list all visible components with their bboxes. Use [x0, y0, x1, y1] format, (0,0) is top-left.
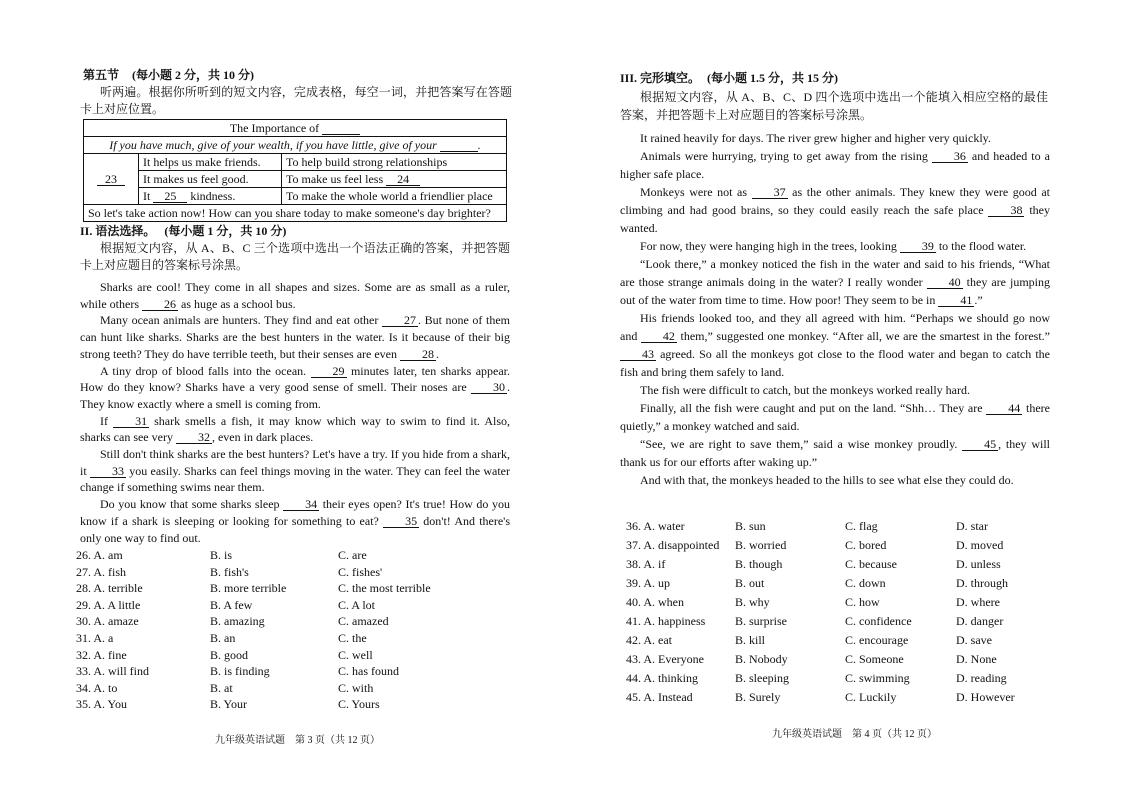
passage-text: Monkeys were not as — [640, 185, 752, 199]
option-choice[interactable]: D. where — [956, 595, 1000, 609]
option-row — [620, 652, 1050, 668]
section5-instruction: 听两遍。根据你所听到的短文内容，完成表格，每空一词，并把答案写在答题卡上对应位置。 — [80, 85, 512, 116]
passage-text: them,” suggested one monkey. “After all, we are the smartest in the forest.” — [676, 329, 1050, 343]
blank-41[interactable]: 41 — [938, 294, 974, 307]
option-choice[interactable]: 33. A. will find — [76, 664, 150, 679]
passage-text: A tiny drop of blood falls into the ocean. — [100, 363, 311, 378]
option-choice[interactable]: 36. A. water — [626, 519, 685, 533]
left-page — [76, 0, 512, 793]
importance-table — [83, 119, 507, 222]
passage-paragraph — [620, 255, 1050, 309]
passage-text: minutes later, ten sharks appear. How do they know? Sharks have a very good sense of smell. Their noses are — [80, 363, 511, 395]
passage-text: . They know exactly where a smell is coming from. — [80, 380, 510, 411]
passage-text: there quietly,” a monkey watched and said. — [620, 401, 1050, 433]
option-row — [76, 647, 510, 664]
table-row3-left — [139, 188, 282, 205]
blank-26[interactable]: 26 — [142, 298, 178, 311]
blank-39[interactable]: 39 — [900, 240, 936, 253]
option-choice[interactable]: C. down — [845, 576, 886, 590]
blank-32[interactable]: 32 — [176, 431, 212, 444]
option-choice[interactable]: B. is finding — [210, 664, 270, 679]
blank-34[interactable]: 34 — [283, 498, 319, 511]
blank-28[interactable]: 28 — [400, 348, 436, 361]
passage-paragraph — [620, 399, 1050, 435]
passage-text: , they will thank us for our efforts after waking up.” — [620, 437, 1051, 469]
option-choice[interactable]: D. reading — [956, 671, 1007, 685]
passage-text: Still don't think sharks are the best hunters? Let's have a try. If you hide from a shark, it — [80, 447, 510, 478]
section3-instruction: 根据短文内容，从 A、B、C、D 四个选项中选出一个能填入相应空格的最佳答案，并把答题卡上对应题目的答案标号涂黑。 — [620, 90, 1048, 122]
passage-text: their eyes open? It's true! How do you know if a shark is sleeping or looking for something to eat? — [80, 497, 510, 528]
option-choice[interactable]: 29. A. A little — [76, 597, 141, 612]
section5-points: (每小题 2 分，共 10 分) — [132, 68, 255, 82]
section5-header — [83, 66, 254, 83]
passage-paragraph — [80, 312, 510, 362]
option-choice[interactable]: C. encourage — [845, 633, 909, 647]
passage-text: they wanted. — [620, 203, 1050, 235]
option-choice[interactable]: C. the — [338, 631, 367, 645]
option-choice[interactable]: B. though — [735, 557, 783, 571]
option-choice[interactable]: D. save — [956, 633, 992, 647]
option-choice[interactable]: B. out — [735, 576, 765, 590]
option-choice[interactable]: 34. A. to — [76, 680, 118, 695]
option-choice[interactable]: 40. A. when — [626, 595, 684, 609]
option-choice[interactable]: B. surprise — [735, 614, 787, 628]
table-subtitle: If you have much, give of your wealth, if you have little, give of your — [109, 138, 437, 152]
blank-31[interactable]: 31 — [113, 415, 149, 428]
blank-24[interactable]: 24 — [386, 173, 420, 186]
option-choice[interactable]: B. amazing — [210, 614, 265, 629]
option-choice[interactable]: D. unless — [956, 557, 1001, 571]
table-side-number[interactable]: 23 — [97, 173, 125, 186]
option-row — [620, 595, 1050, 611]
blank-35[interactable]: 35 — [383, 515, 419, 528]
option-choice[interactable]: C. flag — [845, 519, 878, 533]
option-choice[interactable]: B. Your — [210, 697, 248, 712]
option-choice[interactable]: 32. A. fine — [76, 647, 127, 662]
section2-points: (每小题 1 分，共 10 分) — [164, 224, 287, 238]
option-choice[interactable]: B. at — [210, 680, 233, 695]
left-footer: 九年级英语试题 第 3 页（共 12 页） — [215, 735, 380, 746]
table-footer: So let's take action now! How can you share today to make someone's day brighter? — [84, 205, 507, 222]
option-choice[interactable]: C. confidence — [845, 614, 912, 628]
option-choice[interactable]: C. because — [845, 557, 897, 571]
blank-27[interactable]: 27 — [382, 314, 418, 327]
passage-text: agreed. So all the monkeys got close to the flood water and began to catch the fish and bring them safely to land. — [620, 347, 1050, 379]
option-row — [76, 548, 510, 564]
blank-38[interactable]: 38 — [988, 204, 1024, 217]
option-choice[interactable]: D. through — [956, 576, 1008, 590]
option-choice[interactable]: B. Nobody — [735, 652, 788, 666]
passage-paragraph — [620, 183, 1050, 237]
passage-text: . But none of them can hunt like sharks. Sharks are the best hunters in the water. Is it because of their big strong teeth? They do have terrible teeth, but their senses are even — [80, 313, 511, 361]
option-choice[interactable]: 31. A. a — [76, 631, 114, 645]
table-row1-right: To help build strong relationships — [282, 154, 507, 171]
option-choice[interactable]: B. why — [735, 595, 770, 609]
passage-paragraph — [620, 237, 1050, 255]
passage-paragraph — [620, 147, 1050, 183]
passage-text: to the flood water. — [935, 239, 1027, 253]
option-choice[interactable]: D. star — [956, 519, 988, 533]
passage-paragraph — [80, 279, 510, 312]
option-choice[interactable]: D. moved — [956, 538, 1004, 552]
option-choice[interactable]: C. Someone — [845, 652, 904, 666]
passage-paragraph — [80, 413, 510, 446]
table-subtitle-cell: If you have much, give of your wealth, if you have little, give of your . — [84, 137, 507, 154]
passage-text: The fish were difficult to catch, but the monkeys worked really hard. — [640, 383, 971, 397]
option-choice[interactable]: 41. A. happiness — [626, 614, 706, 628]
option-row — [620, 557, 1050, 573]
blank-43[interactable]: 43 — [620, 348, 656, 361]
cloze-passage — [620, 129, 1050, 489]
option-row — [620, 519, 1050, 535]
option-row — [76, 614, 510, 630]
section5-heading: 第五节 — [83, 68, 120, 82]
passage-paragraph — [80, 446, 510, 496]
table-row2-right — [282, 171, 507, 188]
option-choice[interactable]: B. A few — [210, 597, 253, 612]
option-choice[interactable]: C. fishes' — [338, 564, 383, 579]
blank-22[interactable] — [322, 122, 360, 135]
section2-header — [80, 222, 286, 239]
blank-23[interactable] — [440, 139, 478, 152]
passage-text: as huge as a school bus. — [178, 296, 296, 311]
passage-text: and headed to a higher safe place. — [620, 149, 1050, 181]
option-choice[interactable]: 42. A. eat — [626, 633, 672, 647]
option-choice[interactable]: C. A lot — [338, 597, 376, 612]
section3-heading: III. 完形填空。 — [620, 71, 701, 85]
table-row2-right-text: To make us feel less — [286, 172, 384, 186]
option-choice[interactable]: D. None — [956, 652, 997, 666]
grammar-passage — [80, 279, 510, 546]
option-choice[interactable]: 44. A. thinking — [626, 671, 699, 685]
blank-37[interactable]: 37 — [752, 186, 788, 199]
passage-paragraph — [620, 471, 1050, 489]
table-title: The Importance of — [229, 121, 320, 135]
table-row3-left-post: kindness. — [190, 189, 236, 203]
option-choice[interactable]: B. is — [210, 548, 233, 562]
option-choice[interactable]: 39. A. up — [626, 576, 671, 590]
option-choice[interactable]: B. kill — [735, 633, 766, 647]
option-choice[interactable]: 35. A. You — [76, 697, 128, 712]
option-row — [620, 633, 1050, 649]
option-choice[interactable]: 30. A. amaze — [76, 614, 139, 629]
blank-29[interactable]: 29 — [311, 365, 347, 378]
passage-text: you easily. Sharks can feel things moving in the water. They can feel the water change if something swims near them. — [80, 463, 510, 495]
passage-text: His friends looked too, and they all agreed with him. “Perhaps we should go now and — [620, 311, 1050, 343]
option-row — [76, 597, 510, 614]
option-choice[interactable]: C. how — [845, 595, 880, 609]
option-choice[interactable]: C. Luckily — [845, 690, 897, 704]
passage-text: shark smells a fish, it may know which way to swim to find it. Also, sharks can see very — [80, 413, 510, 445]
option-choice[interactable]: C. are — [338, 548, 367, 562]
passage-text: don't! And there's only one way to find out. — [80, 513, 511, 545]
option-row — [620, 538, 1050, 554]
option-choice[interactable]: B. worried — [735, 538, 787, 552]
option-choice[interactable]: B. fish's — [210, 564, 249, 579]
passage-text: It rained heavily for days. The river grew higher and higher very quickly. — [640, 131, 991, 145]
option-row — [76, 680, 510, 697]
passage-paragraph — [620, 435, 1050, 471]
option-choice[interactable]: 26. A. am — [76, 548, 123, 562]
blank-30[interactable]: 30 — [471, 381, 507, 394]
section3-header — [620, 69, 838, 86]
option-choice[interactable]: D. danger — [956, 614, 1004, 628]
option-choice[interactable]: 27. A. fish — [76, 564, 127, 579]
blank-25[interactable]: 25 — [153, 190, 187, 203]
option-choice[interactable]: C. with — [338, 680, 374, 695]
section2-instruction: 根据短文内容，从 A、B、C 三个选项中选出一个语法正确的答案，并把答题卡上对应题目的答案标号涂黑。 — [80, 241, 510, 272]
passage-text: If — [100, 413, 114, 428]
option-choice[interactable]: B. sleeping — [735, 671, 789, 685]
option-row — [620, 614, 1050, 630]
passage-text: “See, we are right to save them,” said a wise monkey proudly. — [640, 437, 963, 451]
table-title-cell — [84, 120, 507, 137]
option-row — [620, 690, 1050, 706]
option-choice[interactable]: B. more terrible — [210, 581, 287, 596]
table-row3-left-pre: It — [143, 189, 151, 203]
passage-text: “Look there,” a monkey noticed the fish in the water and said to his friends, “What are those strange animals doing in the water? I really wonder — [620, 257, 1050, 289]
option-choice[interactable]: B. good — [210, 647, 249, 662]
passage-text: , even in dark places. — [211, 430, 314, 445]
option-choice[interactable]: C. the most terrible — [338, 581, 431, 596]
option-choice[interactable]: 45. A. Instead — [626, 690, 693, 704]
passage-paragraph — [620, 381, 1050, 399]
passage-text: they are jumping out of the water from time to time. How poor! They seem to be in — [620, 275, 1051, 307]
option-choice[interactable]: 28. A. terrible — [76, 581, 143, 596]
right-page — [620, 0, 1052, 793]
table-side-cell — [84, 154, 139, 205]
option-choice[interactable]: C. well — [338, 647, 373, 662]
option-row — [76, 581, 510, 597]
passage-text: Sharks are cool! They come in all shapes and sizes. Some are as small as a ruler, while others — [80, 280, 510, 311]
option-choice[interactable]: 37. A. disappointed — [626, 538, 720, 552]
passage-paragraph — [80, 363, 510, 413]
blank-33[interactable]: 33 — [90, 465, 126, 478]
right-footer: 九年级英语试题 第 4 页（共 12 页） — [772, 729, 937, 740]
blank-40[interactable]: 40 — [927, 276, 963, 289]
table-row3-right: To make the whole world a friendlier place — [282, 188, 507, 205]
passage-text: For now, they were hanging high in the trees, looking — [640, 239, 900, 253]
option-choice[interactable]: B. Surely — [735, 690, 781, 704]
option-choice[interactable]: C. Yours — [338, 697, 380, 712]
passage-text: Finally, all the fish were caught and put on the land. “Shh… They are — [640, 401, 987, 415]
table-row2-left: It makes us feel good. — [139, 171, 282, 188]
passage-text: Animals were hurrying, trying to get away from the rising — [640, 149, 932, 163]
option-choice[interactable]: 43. A. Everyone — [626, 652, 704, 666]
passage-text: And with that, the monkeys headed to the hills to see what else they could do. — [640, 473, 1014, 487]
passage-text: Do you know that some sharks sleep — [100, 497, 284, 512]
option-row — [76, 697, 510, 713]
section3-points: (每小题 1.5 分，共 15 分) — [707, 71, 839, 85]
passage-text: Many ocean animals are hunters. They find and eat other — [100, 313, 382, 328]
passage-text: . — [436, 346, 439, 361]
option-choice[interactable]: D. However — [956, 690, 1015, 704]
option-choice[interactable]: C. swimming — [845, 671, 910, 685]
passage-paragraph — [620, 309, 1050, 381]
blank-45[interactable]: 45 — [962, 438, 998, 451]
option-choice[interactable]: C. bored — [845, 538, 887, 552]
option-row — [76, 631, 510, 647]
option-row — [76, 664, 510, 680]
blank-36[interactable]: 36 — [932, 150, 968, 163]
option-choice[interactable]: 38. A. if — [626, 557, 666, 571]
section2-heading: II. 语法选择。 — [80, 224, 156, 238]
passage-paragraph — [80, 496, 510, 546]
blank-44[interactable]: 44 — [986, 402, 1022, 415]
option-choice[interactable]: B. an — [210, 631, 236, 645]
option-row — [76, 564, 510, 581]
blank-42[interactable]: 42 — [641, 330, 677, 343]
option-choice[interactable]: C. has found — [338, 664, 399, 679]
passage-paragraph — [620, 129, 1050, 147]
option-choice[interactable]: B. sun — [735, 519, 766, 533]
passage-text: .” — [974, 293, 983, 307]
table-row1-left: It helps us make friends. — [139, 154, 282, 171]
option-row — [620, 671, 1050, 687]
option-choice[interactable]: C. amazed — [338, 614, 389, 629]
option-row — [620, 576, 1050, 592]
passage-text: as the other animals. They knew they were good at climbing and had good brains, so they could easily reach the safe place — [620, 185, 1050, 217]
